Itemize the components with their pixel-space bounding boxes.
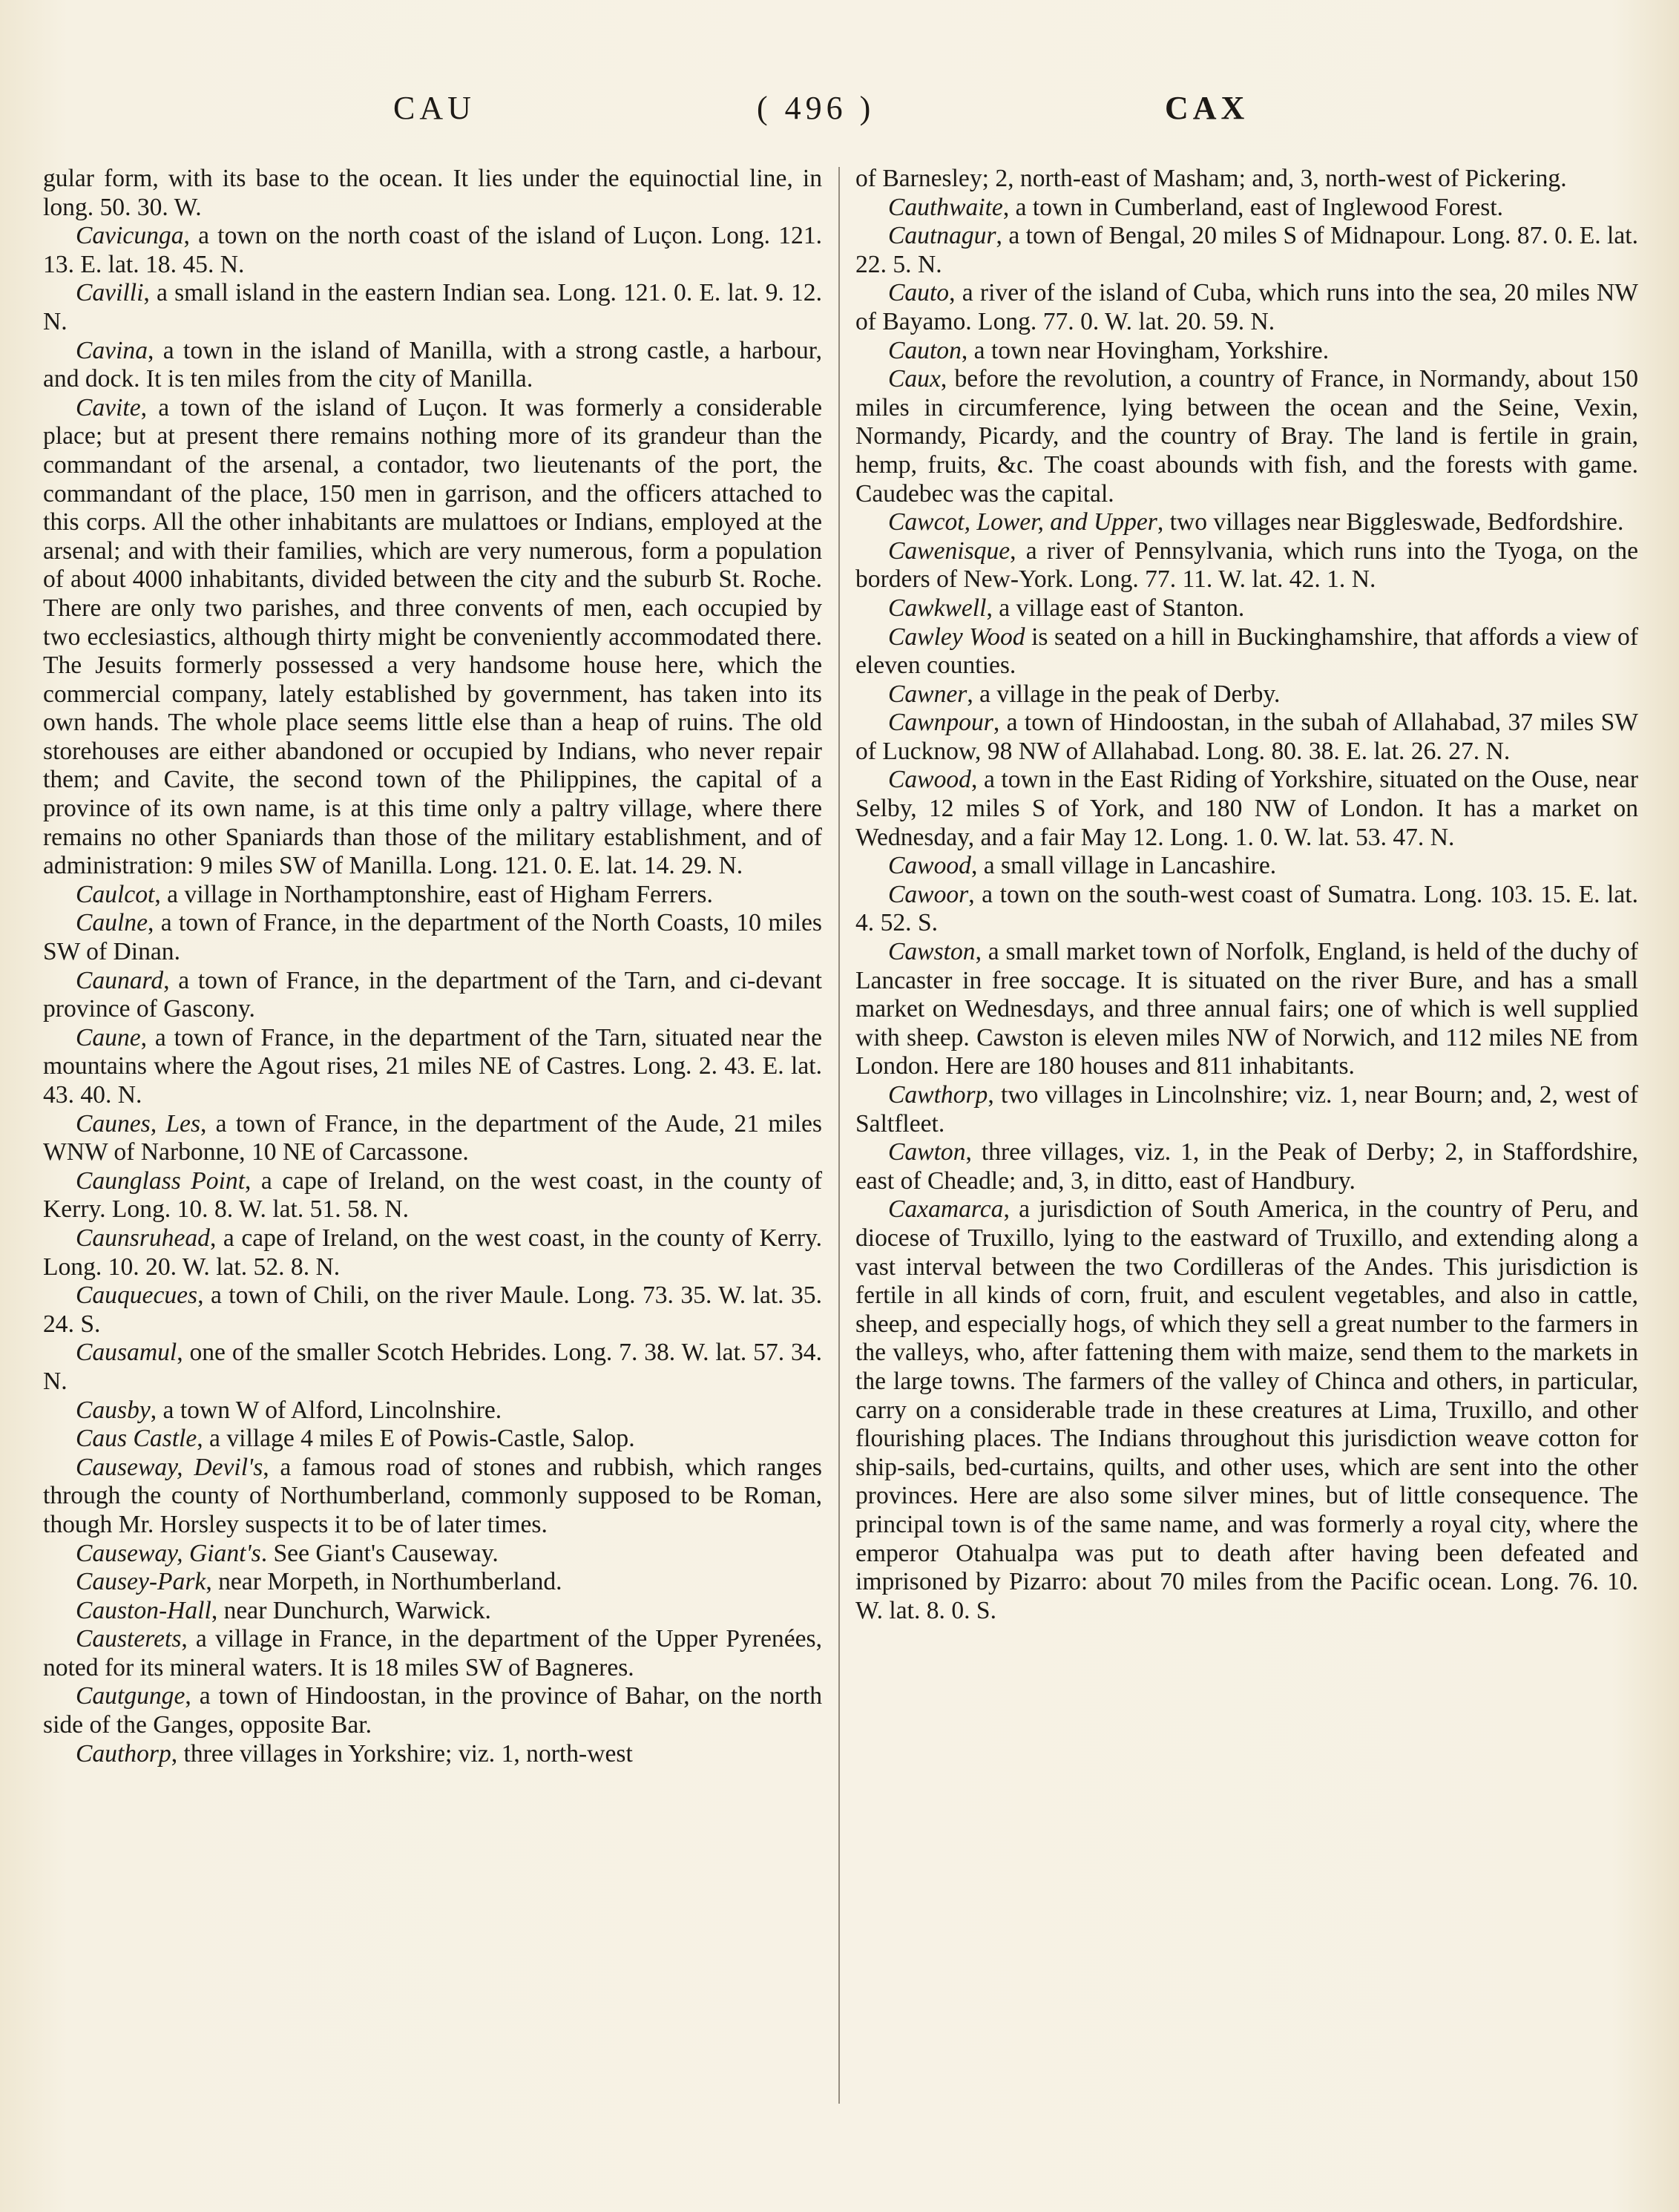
gazetteer-entry [43,909,822,966]
entry-headword: Cawenisque [888,536,1011,565]
entry-headword: Cauthwaite [888,193,1003,221]
entry-text: , three villages in Yorkshire; viz. 1, north-west [171,1739,633,1768]
entry-text: gular form, with its base to the ocean. It lies under the equinoctial line, in long. 50. 30. W. [43,165,822,221]
entry-headword: Cauto [888,279,950,307]
entry-text: , a small market town of Norfolk, England, is held of the duchy of Lancaster in free soccage. It is situated on the river Bure, and has a small market on Wednesdays, and three annual fairs; one of which is well supplied with sheep. Cawston is eleven miles NW of Norwich, and 112 miles NE from London. Here are 180 houses and 811 inhabitants. [855,938,1638,1080]
gazetteer-entry [855,508,1638,537]
entry-headword: Causby [76,1396,151,1424]
entry-headword: Cauton [888,336,962,364]
gazetteer-entry [43,1110,822,1167]
entry-text: , a town of Chili, on the river Maule. Long. 73. 35. W. lat. 35. 24. S. [43,1281,822,1338]
running-head-right: CAX [1165,90,1249,126]
gazetteer-entry [43,1568,822,1597]
entry-text: , a town of Hindoostan, in the subah of Allahabad, 37 miles SW of Lucknow, 98 NW of Allahabad. Long. 80. 38. E. lat. 26. 27. N. [855,709,1638,765]
entry-text: , a small village in Lancashire. [970,852,1277,880]
gazetteer-entry [855,279,1638,336]
gazetteer-entry [43,1281,822,1339]
entry-headword: Caunes, Les [76,1109,201,1138]
left-column [43,165,822,1768]
entry-headword: Cawner [888,680,967,708]
entry-text: , a town in the East Riding of Yorkshire, situated on the Ouse, near Selby, 12 miles S of York, and 180 NW of London. It has a market on Wednesday, and a fair May 12. Long. 1. 0. W. lat. 53. 47. N. [855,766,1638,851]
gazetteer-entry [43,394,822,881]
gazetteer-entry [43,1397,822,1425]
entry-text: of Barnesley; 2, north-east of Masham; and, 3, north-west of Pickering. [855,165,1567,192]
right-column [855,165,1638,1625]
gazetteer-entry [43,279,822,336]
entry-text: , a town on the south-west coast of Sumatra. Long. 103. 15. E. lat. 4. 52. S. [855,880,1638,937]
entry-headword: Cavicunga [76,222,184,250]
entry-headword: Causeway, Giant's [76,1539,261,1567]
entry-headword: Cawkwell [888,594,987,622]
entry-headword: Cauquecues [76,1281,198,1310]
entry-headword: Caunsruhead [76,1224,210,1252]
entry-text: , a town W of Alford, Lincolnshire. [150,1396,502,1424]
column-divider [838,167,840,2104]
gazetteer-entry [43,165,822,222]
gazetteer-entry [855,222,1638,279]
entry-text: , a town of France, in the department of the Tarn, situated near the mountains where the Agout rises, 21 miles NE of Castres. Long. 2. 43. E. lat. 43. 40. N. [43,1023,822,1109]
entry-headword: Caxamarca [888,1195,1004,1224]
gazetteer-entry [43,1425,822,1454]
entry-headword: Causton-Hall [76,1596,211,1624]
running-head [0,89,1679,134]
entry-text: , a cape of Ireland, on the west coast, in the county of Kerry. Long. 10. 8. W. lat. 51. 58. N. [43,1166,822,1224]
gazetteer-entry [855,680,1638,709]
entry-text: , a river of Pennsylvania, which runs into the Tyoga, on the borders of New-York. Long. 77. 11. W. lat. 42. 1. N. [855,536,1638,594]
entry-text: , a town near Hovingham, Yorkshire. [961,336,1330,364]
gazetteer-entry [43,1024,822,1110]
entry-text: , a town of France, in the department of the Aude, 21 miles WNW of Narbonne, 10 NE of Carcassone. [43,1109,822,1166]
entry-headword: Cawley Wood [888,623,1025,651]
entry-text: . See Giant's Causeway. [260,1539,499,1567]
entry-headword: Cawood [888,766,971,794]
gazetteer-entry [855,852,1638,881]
gazetteer-entry [43,1682,822,1739]
entry-headword: Cawcot, Lower, and Upper [888,508,1157,536]
gazetteer-entry [855,1195,1638,1625]
gazetteer-entry [43,1167,822,1224]
entry-headword: Cawston [888,938,976,966]
gazetteer-entry [855,766,1638,852]
gazetteer-entry [43,1540,822,1569]
gazetteer-entry [43,337,822,394]
gazetteer-entry [855,594,1638,623]
entry-headword: Cavite [76,393,141,421]
entry-text: , a village 4 miles E of Powis-Castle, Salop. [197,1425,635,1453]
gazetteer-entry [855,881,1638,938]
entry-headword: Cauthorp [76,1739,171,1768]
gazetteer-entry [43,1224,822,1281]
entry-text: , a town in Cumberland, east of Inglewood Forest. [1002,193,1504,221]
entry-text: , a village in the peak of Derby. [967,680,1281,708]
page-number: ( 496 ) [757,90,875,126]
running-head-left: CAU [393,90,476,126]
entry-text: , a village in Northamptonshire, east of Higham Ferrers. [154,880,713,908]
entry-headword: Cavilli [76,279,144,307]
entry-headword: Cautnagur [888,222,996,250]
entry-headword: Cawthorp [888,1081,988,1109]
entry-text: , a town of Hindoostan, in the province of Bahar, on the north side of the Ganges, opposite Bar. [43,1682,822,1739]
gazetteer-entry [43,1740,822,1769]
gazetteer-entry [43,967,822,1024]
entry-headword: Cawood [888,852,971,880]
entry-text: , a jurisdiction of South America, in the country of Peru, and diocese of Truxillo, lying to the eastward of Truxillo, and extending along a vast interval between the two Cordilleras of the Andes. This jurisdiction is fertile in all kinds of corn, fruit, and esculent vegetables, and also in cattle, sheep, and especially hogs, of which they sell a great number to the farmers in the valleys, who, after fattening them with maize, send them to the markets in the large towns. The farmers of the valley of Chinca and others, in particular, carry on a considerable trade in these creatures at Lima, Truxillo, and other flourishing places. The Indians throughout this jurisdiction weave cotton for ship-sails, bed-curtains, quilts, and other uses, which are sent into the other provinces. Here are also some silver mines, but of little consequence. The principal town is of the same name, and was formerly a royal city, where the emperor Otahualpa was put to death after having been defeated and imprisoned by Pizarro: about 70 miles from the Pacific ocean. Long. 76. 10. W. lat. 8. 0. S. [855,1195,1638,1624]
gazetteer-entry [855,1081,1638,1138]
entry-headword: Cawton [888,1138,966,1166]
entry-headword: Caulne [76,909,148,937]
entry-text: , a town of France, in the department of the Tarn, and ci-devant province of Gascony. [43,966,822,1023]
entry-headword: Caulcot [76,880,155,908]
gazetteer-entry [855,709,1638,766]
gazetteer-entry [43,222,822,279]
gazetteer-entry [855,1138,1638,1195]
entry-headword: Caux [888,365,941,393]
entry-headword: Causamul [76,1339,177,1367]
gazetteer-entry [855,938,1638,1081]
entry-text: , a town of France, in the department of the North Coasts, 10 miles SW of Dinan. [43,909,822,966]
gazetteer-entry [43,881,822,910]
gazetteer-entry [855,537,1638,594]
gazetteer-entry [43,1454,822,1540]
entry-headword: Caunard [76,966,164,994]
entry-text: , before the revolution, a country of France, in Normandy, about 150 miles in circumference, lying between the ocean and the Seine, Vexin, Normandy, Picardy, and the country of Bray. The land is fertile in grain, hemp, fruits, &c. The coast abounds with fish, and the forests with game. Caudebec was the capital. [855,365,1638,508]
entry-text: , two villages in Lincolnshire; viz. 1, near Bourn; and, 2, west of Saltfleet. [855,1081,1638,1138]
entry-headword: Causeway, Devil's [76,1453,263,1481]
gazetteer-entry [43,1597,822,1626]
entry-text: , a river of the island of Cuba, which runs into the sea, 20 miles NW of Bayamo. Long. 77. 0. W. lat. 20. 59. N. [855,279,1638,335]
gazetteer-entry [855,365,1638,508]
gazetteer-entry [855,623,1638,680]
entry-text: , a town of Bengal, 20 miles S of Midnapour. Long. 87. 0. E. lat. 22. 5. N. [855,222,1639,278]
entry-text: , a town in the island of Manilla, with a strong castle, a harbour, and dock. It is ten miles from the city of Manilla. [43,336,822,393]
gazetteer-entry [43,1339,822,1396]
entry-headword: Cawoor [888,880,969,908]
entry-headword: Caunglass Point [76,1166,246,1195]
entry-headword: Causey-Park [76,1568,206,1596]
entry-text: , near Dunchurch, Warwick. [211,1596,491,1624]
entry-text: , three villages, viz. 1, in the Peak of Derby; 2, in Staffordshire, east of Cheadle; and, 3, in ditto, east of Handbury. [855,1138,1638,1195]
entry-text: is seated on a hill in Buckinghamshire, that affords a view of eleven counties. [855,623,1638,680]
entry-text: , a small island in the eastern Indian sea. Long. 121. 0. E. lat. 9. 12. N. [43,279,822,335]
entry-text: , a village in France, in the department of the Upper Pyrenées, noted for its mineral waters. It is 18 miles SW of Bagneres. [43,1625,822,1681]
gazetteer-entry [855,165,1638,194]
gazetteer-entry [43,1625,822,1682]
entry-text: , two villages near Biggleswade, Bedfordshire. [1157,508,1624,536]
entry-headword: Causterets [76,1625,182,1653]
entry-headword: Cautgunge [76,1682,185,1710]
entry-text: , a town of the island of Luçon. It was formerly a considerable place; but at present there remains nothing more of its grandeur than the commandant of the arsenal, a contador, two lieutenants of the port, the commandant of the place, 150 men in garrison, and the officers attached to this corps. All the other inhabitants are mulattoes or Indians, employed at the arsenal; and with their families, which are very numerous, form a population of about 4000 inhabitants, divided between the city and the suburb St. Roche. There are only two parishes, and three convents of men, each occupied by two ecclesiastics, although thirty might be conveniently accommodated there. The Jesuits formerly possessed a very handsome house here, which the commercial company, lately established by government, has taken into its own hands. The whole place seems little else than a heap of ruins. The old storehouses are either abandoned or occupied by Indians, who never repair them; and Cavite, the second town of the Philippines, the capital of a province of its own name, is at this time only a paltry village, where there remains no other Spaniards than those of the military establishment, and of administration: 9 miles SW of Manilla. Long. 121. 0. E. lat. 14. 29. N. [43,393,822,880]
entry-text: , one of the smaller Scotch Hebrides. Long. 7. 38. W. lat. 57. 34. N. [43,1339,822,1395]
entry-headword: Caus Castle [76,1425,197,1453]
entry-text: , near Morpeth, in Northumberland. [206,1568,562,1596]
gazetteer-entry [855,194,1638,223]
entry-headword: Cawnpour [888,709,993,737]
entry-text: , a cape of Ireland, on the west coast, in the county of Kerry. Long. 10. 20. W. lat. 52. 8. N. [43,1224,822,1281]
entry-text: , a town on the north coast of the island of Luçon. Long. 121. 13. E. lat. 18. 45. N. [43,222,822,278]
entry-text: , a famous road of stones and rubbish, which ranges through the county of Northumberland, commonly supposed to be Roman, though Mr. Horsley suspects it to be of later times. [43,1453,822,1538]
entry-headword: Caune [76,1023,141,1051]
entry-text: , a village east of Stanton. [986,594,1245,622]
gazetteer-entry [855,337,1638,366]
entry-headword: Cavina [76,336,148,364]
